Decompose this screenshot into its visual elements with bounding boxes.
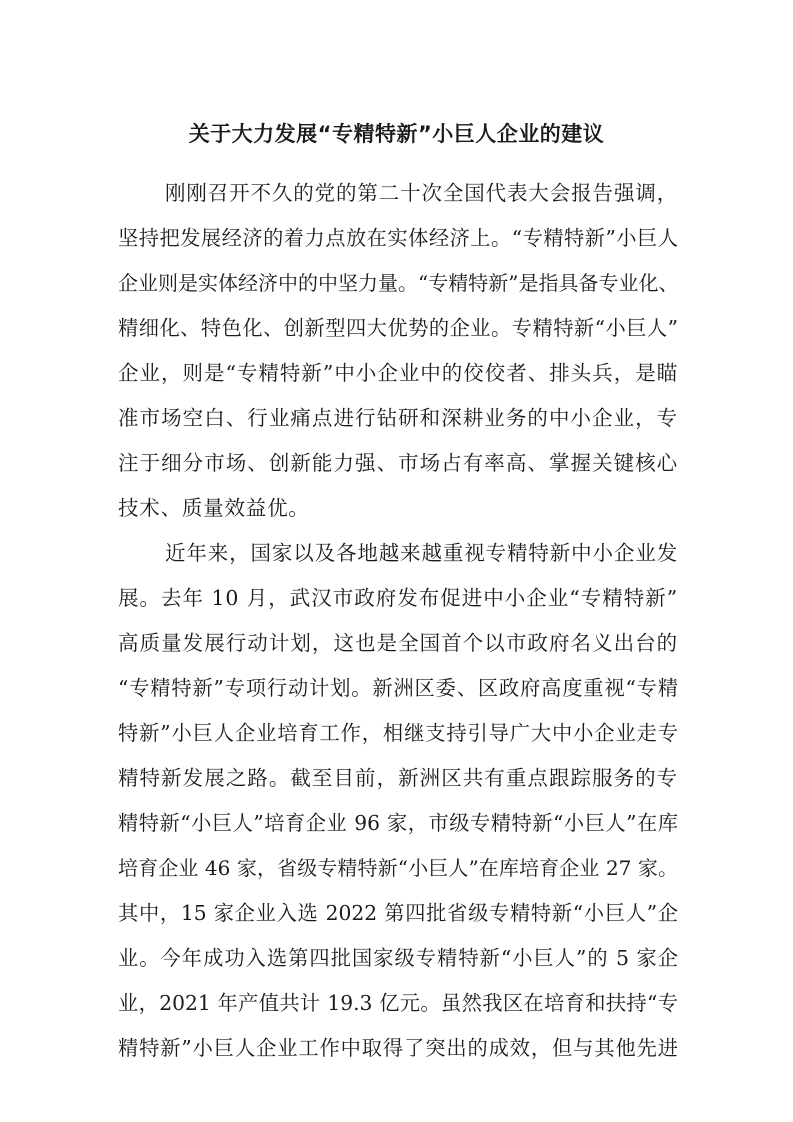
document-title: 关于大力发展“专精特新”小巨人企业的建议 [188,122,605,146]
paragraph-2-line-3: 高质量发展行动计划，这也是全国首个以市政府名义出台的 [118,631,678,655]
paragraph-2-line-1: 近年来，国家以及各地越来越重视专精特新中小企业发 [165,541,678,565]
paragraph-1-line-3: 企业则是实体经济中的中坚力量。“专精特新”是指具备专业化、 [118,271,679,295]
paragraph-1-line-2: 坚持把发展经济的着力点放在实体经济上。“专精特新”小巨人 [118,226,678,250]
paragraph-2-line-2: 展。去年 10 月，武汉市政府发布促进中小企业“专精特新” [118,586,678,610]
paragraph-1-line-6: 准市场空白、行业痛点进行钻研和深耕业务的中小企业，专 [118,406,678,430]
paragraph-1-line-8: 技术、质量效益优。 [118,496,310,520]
paragraph-2-line-5: 特新”小巨人企业培育工作，相继支持引导广大中小企业走专 [118,721,678,745]
paragraph-2-line-9: 其中，15 家企业入选 2022 第四批省级专精特新“小巨人”企 [118,901,678,925]
paragraph-1-line-4: 精细化、特色化、创新型四大优势的企业。专精特新“小巨人” [118,316,678,340]
paragraph-2-line-11: 业，2021 年产值共计 19.3 亿元。虽然我区在培育和扶持“专 [118,991,678,1015]
paragraph-1-line-7: 注于细分市场、创新能力强、市场占有率高、掌握关键核心 [118,451,678,475]
paragraph-2-line-12: 精特新”小巨人企业工作中取得了突出的成效，但与其他先进 [118,1036,678,1060]
paragraph-2-line-4: “专精特新”专项行动计划。新洲区委、区政府高度重视“专精 [118,676,678,700]
paragraph-2-line-8: 培育企业 46 家，省级专精特新“小巨人”在库培育企业 27 家。 [118,856,678,880]
paragraph-2-line-6: 精特新发展之路。截至目前，新洲区共有重点跟踪服务的专 [118,766,678,790]
paragraph-2-line-7: 精特新“小巨人”培育企业 96 家，市级专精特新“小巨人”在库 [118,811,678,835]
paragraph-2-line-10: 业。今年成功入选第四批国家级专精特新“小巨人”的 5 家企 [118,946,678,970]
paragraph-1-line-1: 刚刚召开不久的党的第二十次全国代表大会报告强调， [165,181,678,205]
paragraph-1-line-5: 企业，则是“专精特新”中小企业中的佼佼者、排头兵，是瞄 [118,361,678,385]
